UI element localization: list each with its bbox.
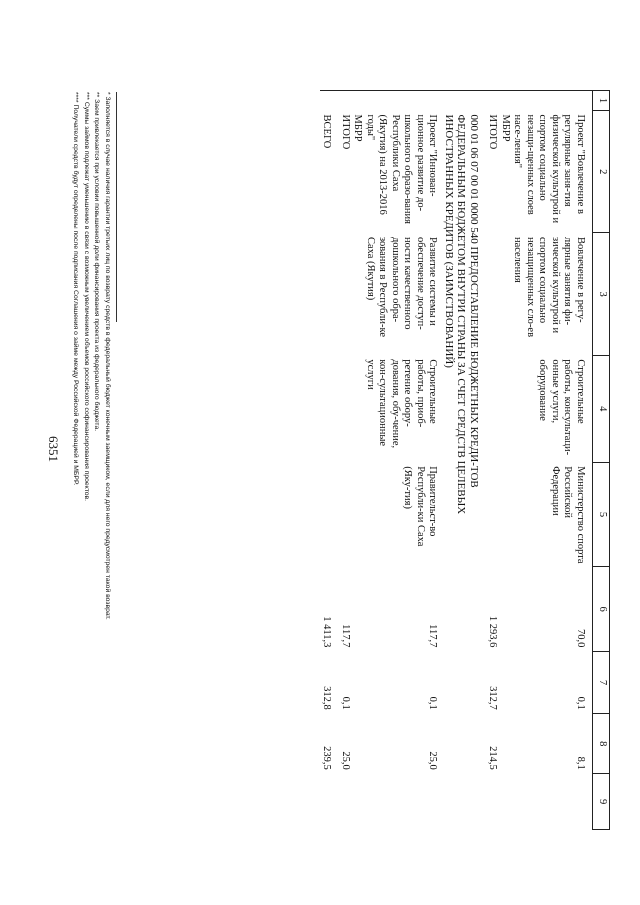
grand-total-label: ВСЕГО [321, 114, 333, 149]
total-label: ИТОГО [487, 114, 499, 150]
grand-total-col7: 312,8 [321, 686, 333, 710]
footnote-4: **** Получатели средств будут определены после подписания Соглашения о займе между Российской Федерацией и МБРР. [72, 92, 80, 486]
col-header-9: 9 [593, 774, 610, 830]
total-col6: 117,7 [340, 624, 351, 648]
section-heading: 000 01 06 07 00 01 0000 540 ПРЕДОСТАВЛЕНИЕ БЮДЖЕТНЫХ КРЕДИ-ТОВ ФЕДЕРАЛЬНЫМ БЮДЖЕТОМ ВНУТРИ СТРАНЫ ЗА СЧЕТ СРЕДСТВ ЦЕЛЕВЫХ ИНОСТРАННЫХ КРЕДИТОВ (ЗАИМСТВОВАНИЙ) [443, 114, 480, 515]
col-header-5: 5 [593, 462, 610, 567]
project-works: Строительные работы, консультаци-онные услуги, оборудование [537, 359, 586, 456]
page-number: 6351 [46, 436, 61, 462]
table-row [439, 91, 487, 830]
col-header-7: 7 [593, 651, 610, 713]
footnotes [70, 92, 112, 852]
project-goal: Развитие системы и обеспечение доступ-ности качественного дошкольного обра-зования в Республи-ке Саха (Якутия) [365, 236, 439, 337]
project-goal: Вовлечение в регу-лярные занятия фи-зической культурой и спортом социально незащищенных сло-ев населения [512, 236, 586, 338]
value-col6: 117,7 [427, 624, 439, 648]
table-row [339, 91, 352, 830]
value-col7: 0,1 [575, 696, 586, 710]
col-header-3: 3 [593, 233, 610, 355]
col-header-8: 8 [593, 714, 610, 774]
footnote-2: ** Заем привлекается при условии повышенной доли финансирования проекта из федерального бюджета. [93, 92, 101, 432]
table-row [511, 91, 593, 830]
footnote-3: *** Суммы займов подлежат уменьшению в связи с возможным увеличением объемов российского софинансирования проектов. [83, 92, 90, 502]
total-col7: 0,1 [340, 696, 351, 710]
value-col8: 8,1 [575, 756, 586, 770]
lender-label: МБРР [500, 114, 511, 142]
col-header-6: 6 [593, 567, 610, 652]
table-row [486, 91, 499, 830]
total-col6: 1 293,6 [487, 615, 499, 648]
grand-total-col8: 239,5 [321, 746, 333, 770]
col-header-1: 1 [593, 91, 610, 111]
col-header-4: 4 [593, 355, 610, 462]
footnote-1: * Заполняется в случае наличия гарантии третьих лиц по возврату средств в федеральный бюджет конечным заемщиком, если для него предусмотрен такой возврат. [104, 92, 111, 620]
lender-label: МБРР [352, 114, 364, 142]
table-row [499, 91, 512, 830]
grand-total-col6: 1 411,3 [321, 616, 333, 648]
footnote-divider [116, 92, 117, 322]
project-name: Проект "Вовлечение в регулярные заня-тия физической культурой и спортом социально незащи-щенных слоев насе-ления" [512, 114, 586, 224]
total-label: ИТОГО [340, 114, 351, 150]
total-col8: 214,5 [487, 746, 499, 770]
table-row [364, 91, 439, 830]
project-executor: Министерство спорта Российской Федерации [550, 466, 586, 564]
col-header-2: 2 [593, 111, 610, 233]
table-row [320, 91, 339, 830]
value-col8: 25,0 [427, 751, 439, 770]
total-col7: 312,7 [487, 686, 499, 710]
value-col6: 70,0 [575, 629, 586, 648]
project-executor: Правительст-во Республи-ки Саха (Яку-тия) [402, 466, 439, 547]
project-works: Строительные работы, приоб-ретение обору-дования, обу-чение, кон-сультационные услуги [365, 359, 439, 449]
column-number-row [593, 91, 610, 830]
loans-table [320, 90, 610, 830]
total-col8: 25,0 [340, 751, 351, 770]
project-name: Проект "Иннован-ционное развитие до-школьного образо-вания Республики Саха (Якутия) на 2013-2016 годы" [365, 114, 439, 224]
value-col7: 0,1 [427, 696, 439, 710]
table-row [351, 91, 364, 830]
